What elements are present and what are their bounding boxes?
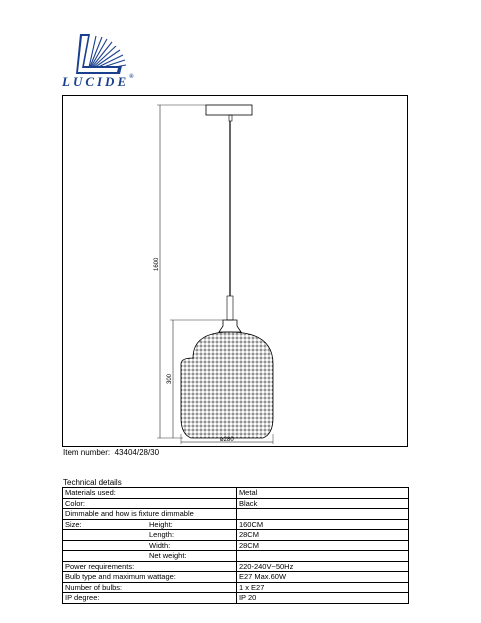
- spec-label: Power requirements:: [65, 561, 135, 571]
- spec-sublabel: Height:: [149, 519, 173, 529]
- spec-label: IP degree:: [65, 593, 100, 603]
- shade-top: [219, 320, 241, 332]
- spec-sublabel: Width:: [149, 540, 171, 550]
- spec-sublabel: Net weight:: [149, 551, 187, 561]
- spec-label-cell: [63, 561, 237, 572]
- spec-label-cell: [63, 498, 237, 509]
- spec-label-cell: [63, 572, 237, 583]
- spec-row: [63, 551, 409, 562]
- spec-label: Bulb type and maximum wattage:: [65, 572, 176, 582]
- ceiling-canopy: [206, 105, 252, 115]
- spec-value: IP 20: [236, 593, 408, 604]
- item-number: [63, 448, 159, 457]
- spec-label-cell: [63, 582, 237, 593]
- spec-label-cell: [63, 593, 237, 604]
- spec-value: [236, 551, 408, 562]
- shade-body: [181, 332, 273, 438]
- spec-row: [63, 498, 409, 509]
- brand-name: LUCIDE: [62, 74, 130, 89]
- technical-details-title: Technical details: [63, 478, 122, 487]
- spec-label: Dimmable and how is fixture dimmable: [65, 509, 194, 519]
- spec-label-cell: [63, 530, 237, 541]
- spec-value: 28CM: [236, 540, 408, 551]
- spec-value: 160CM: [236, 519, 408, 530]
- spec-value: E27 Max.60W: [236, 572, 408, 583]
- spec-row: [63, 593, 409, 604]
- spec-label: Number of bulbs:: [65, 582, 123, 592]
- spec-row: [63, 488, 409, 499]
- spec-row: [63, 561, 409, 572]
- spec-label-cell: [63, 519, 237, 530]
- spec-sublabel: Length:: [149, 530, 175, 540]
- spec-value: 220-240V~50Hz: [236, 561, 408, 572]
- spec-value: 1 x E27: [236, 582, 408, 593]
- diameter-label: ø280: [220, 437, 234, 443]
- technical-details-table: [62, 487, 409, 604]
- spec-label-cell: [63, 551, 237, 562]
- spec-row: [63, 582, 409, 593]
- pendant-lamp-drawing: [63, 96, 409, 448]
- spec-label-cell: [63, 488, 237, 499]
- item-number-label: Item number:: [63, 448, 111, 457]
- registered-mark: ®: [129, 74, 134, 80]
- spec-row: [63, 509, 409, 520]
- height-total-label: 1600: [154, 257, 160, 271]
- spec-row: [63, 530, 409, 541]
- shade-height-label: 300: [167, 373, 173, 384]
- spec-label: Color:: [65, 498, 86, 508]
- spec-label-cell: [63, 540, 237, 551]
- brand-wordmark: [62, 74, 162, 90]
- spec-value: Black: [236, 498, 408, 509]
- technical-drawing: [62, 95, 408, 447]
- spec-label-cell: [63, 509, 237, 520]
- spec-row: [63, 572, 409, 583]
- spec-label: Size:: [65, 519, 82, 529]
- spec-row: [63, 519, 409, 530]
- spec-value: [236, 509, 408, 520]
- spec-value: 28CM: [236, 530, 408, 541]
- spec-row: [63, 540, 409, 551]
- spec-value: Metal: [236, 488, 408, 499]
- item-number-value: 43404/28/30: [114, 448, 160, 457]
- spec-label: Materials used:: [65, 488, 116, 498]
